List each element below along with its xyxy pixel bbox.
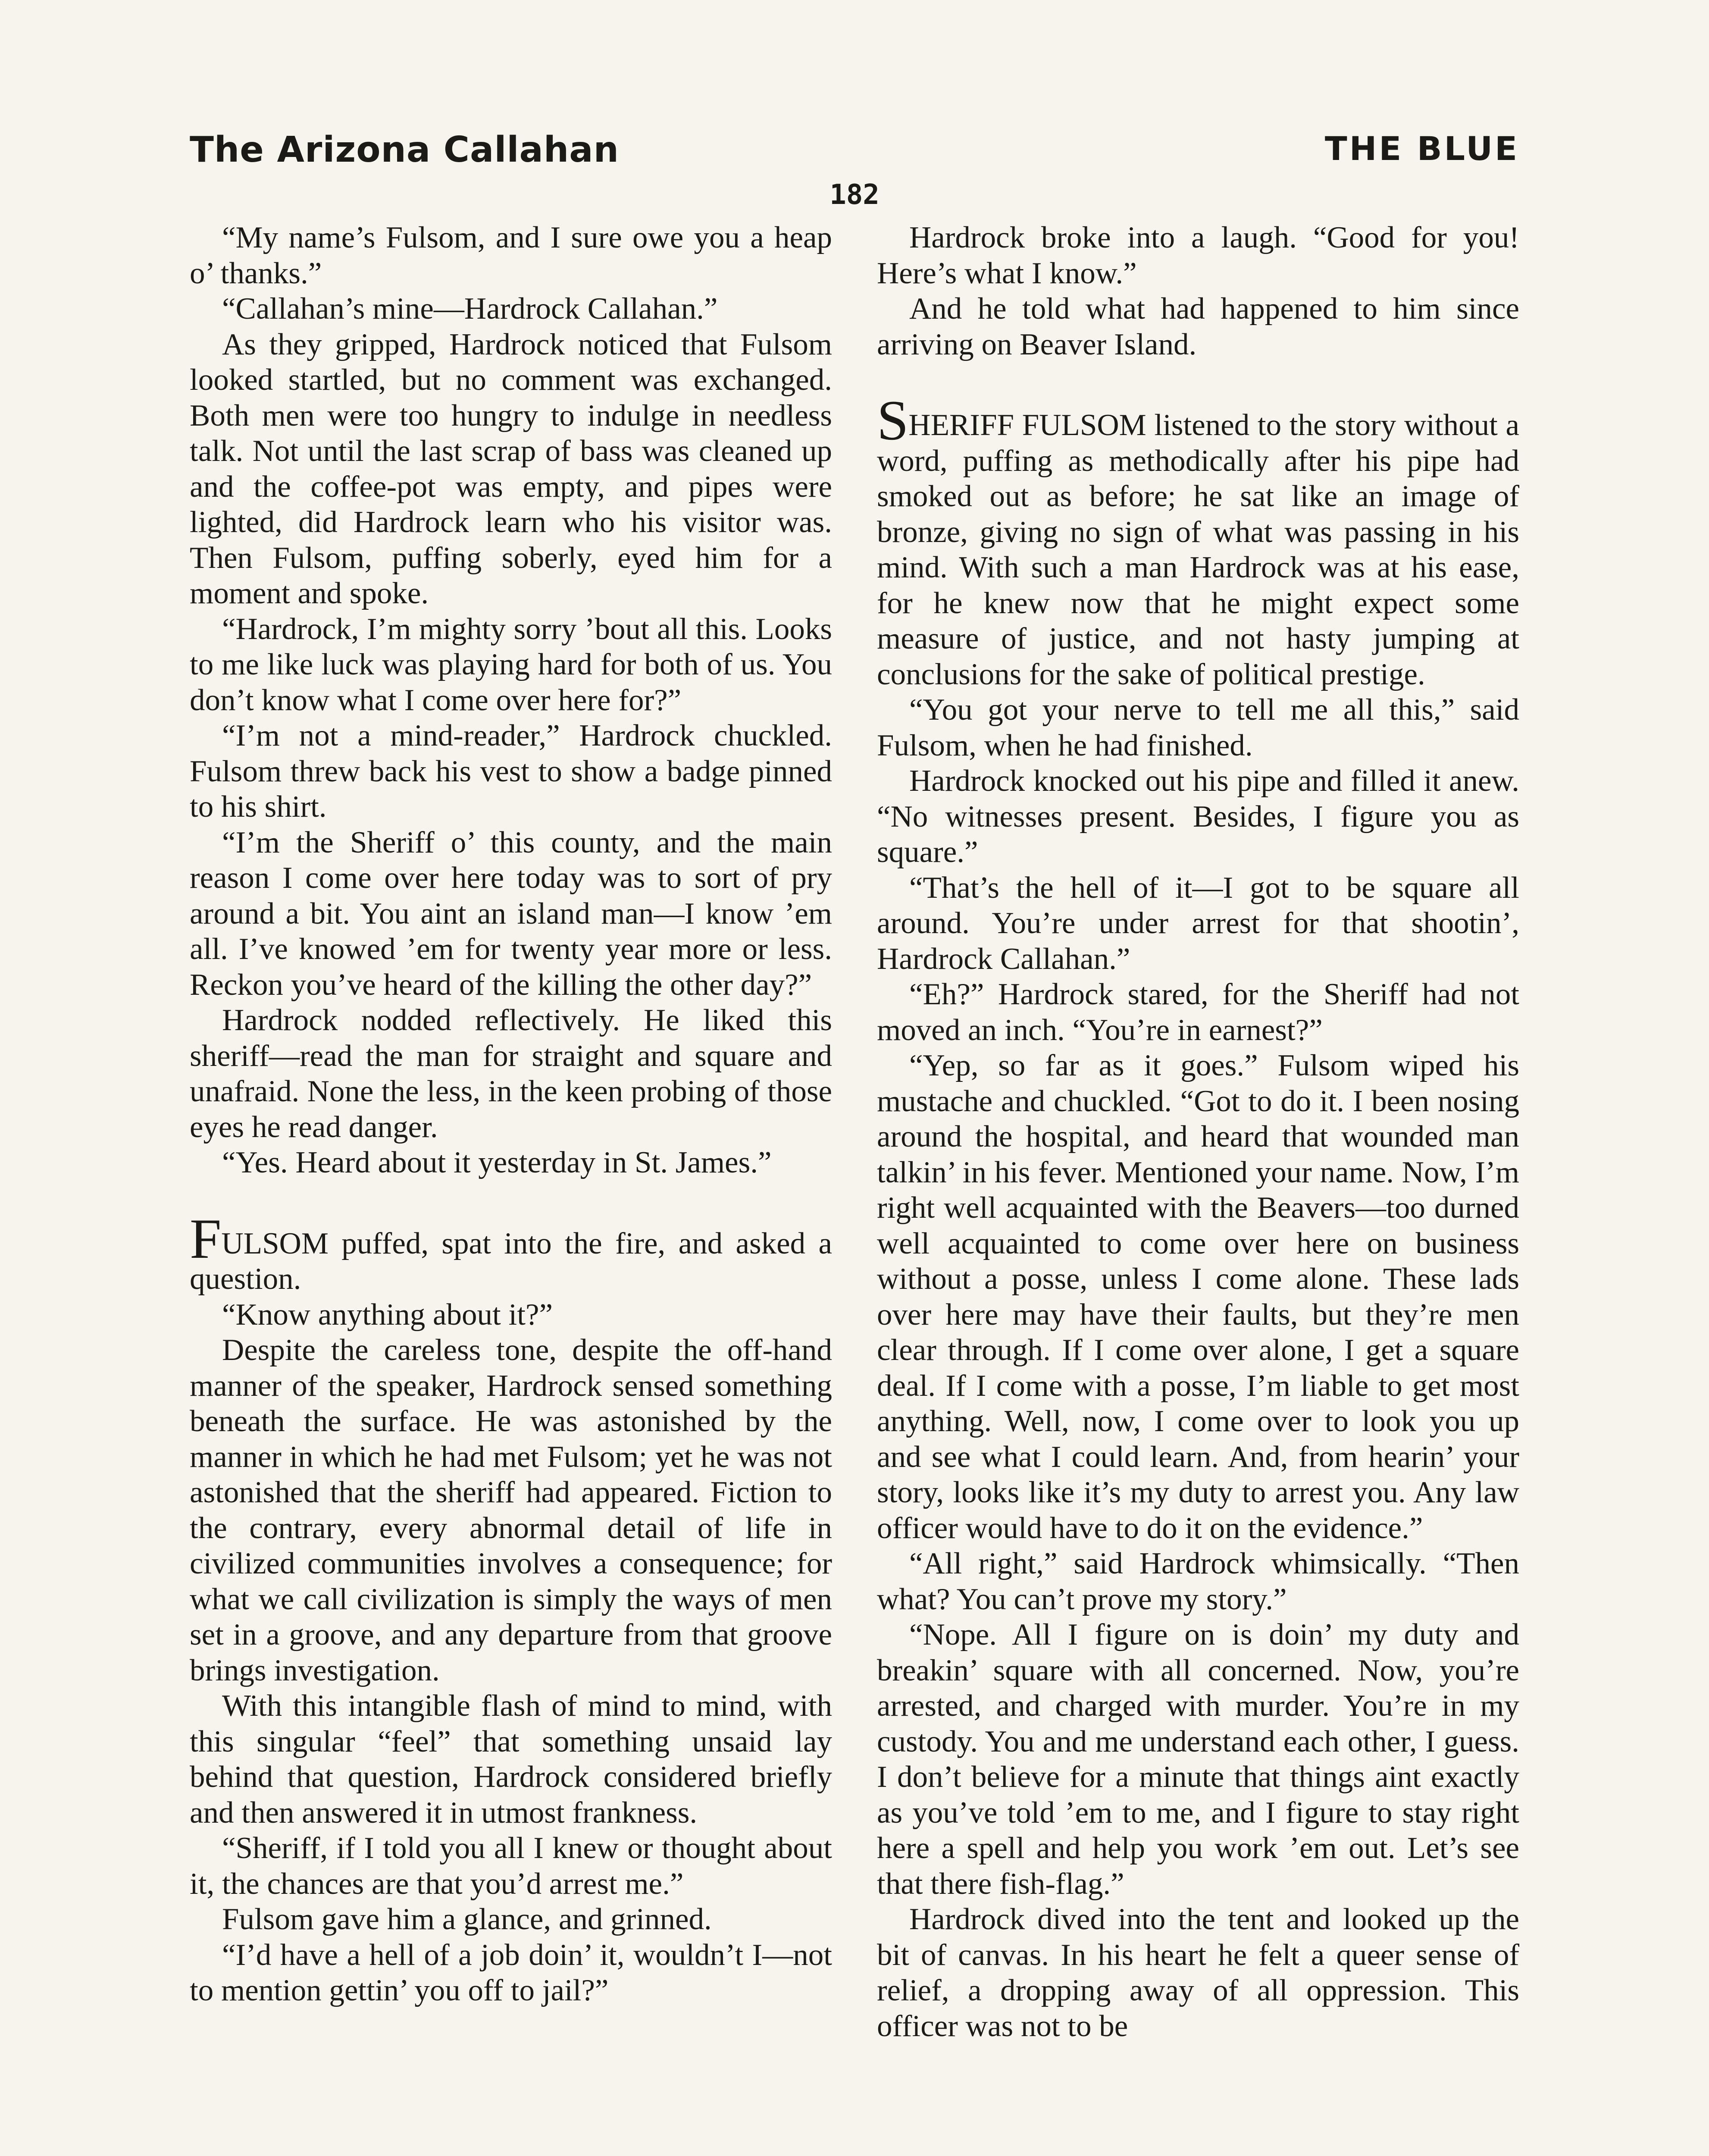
paragraph: [190, 1902, 832, 1937]
paragraph-text: Despite the careless tone, despite the off-hand manner of the speaker, Hardrock sensed something beneath the surface. He was astonished by the manner in which he had met Fulsom; yet he was not astonished that the sheriff had appeared. Fiction to the contrary, every abnormal detail of life in civilized communities involves a consequence; for what we call civilization is simply the ways of men set in a groove, and any departure from that groove brings investigation.: [190, 1333, 832, 1687]
paragraph-text: “Yes. Heard about it yesterday in St. James.”: [222, 1146, 772, 1179]
paragraph-text: Hardrock broke into a laugh. “Good for you! Here’s what I know.”: [877, 221, 1519, 290]
paragraph-text: With this intangible flash of mind to mind, with this singular “feel” that something unsaid lay behind that question, Hardrock considered briefly and then answered it in utmost frankness.: [190, 1689, 832, 1830]
paragraph: [877, 291, 1519, 362]
page-number: 182: [829, 179, 880, 211]
paragraph: [190, 1206, 832, 1297]
story-title: The Arizona Callahan: [190, 129, 619, 170]
paragraph-text: “Yep, so far as it goes.” Fulsom wiped his mustache and chuckled. “Got to do it. I been nosing around the hospital, and heard that wounded man talkin’ in his fever. Mentioned your name. Now, I’m right well acquainted with the Beavers—too durned well acquainted to come over here on business without a posse, unless I come alone. These lads over here may have their faults, but they’re men clear through. If I come over alone, I get a square deal. If I come with a posse, I’m liable to get most anything. Well, now, I come over to look you up and see what I could learn. And, from hearin’ your story, looks like it’s my duty to arrest you. Any law officer would have to do it on the evidence.”: [877, 1049, 1519, 1545]
magazine-name: THE BLUE: [1324, 129, 1519, 168]
paragraph-text: “I’m the Sheriff o’ this county, and the main reason I come over here today was to sort of pry around a bit. You aint an island man—I know ’em all. I’ve knowed ’em for twenty year more or less. Reckon you’ve heard of the killing the other day?”: [190, 825, 832, 1002]
paragraph-text: “Hardrock, I’m mighty sorry ’bout all this. Looks to me like luck was playing hard for both of us. You don’t know what I come over here for?”: [190, 612, 832, 717]
paragraph: [190, 1003, 832, 1145]
small-caps-lead: ULSOM: [221, 1226, 329, 1260]
paragraph: [877, 1617, 1519, 1902]
paragraph-text: “All right,” said Hardrock whimsically. “Then what? You can’t prove my story.”: [877, 1547, 1519, 1616]
paragraph-text: “Sheriff, if I told you all I knew or thought about it, the chances are that you’d arrest me.”: [190, 1831, 832, 1901]
paragraph: [190, 1332, 832, 1688]
paragraph-text: “Eh?” Hardrock stared, for the Sheriff had not moved an inch. “You’re in earnest?”: [877, 978, 1519, 1047]
paragraph-text: Fulsom gave him a glance, and grinned.: [222, 1902, 712, 1936]
paragraph-text: Hardrock dived into the tent and looked up the bit of canvas. In his heart he felt a queer sense of relief, a dropping away of all oppression. This officer was not to be: [877, 1902, 1519, 2043]
paragraph-text: “My name’s Fulsom, and I sure owe you a heap o’ thanks.”: [190, 221, 832, 290]
paragraph: [190, 220, 832, 291]
paragraph: [190, 327, 832, 611]
paragraph-text: Hardrock nodded reflectively. He liked this sheriff—read the man for straight and square and unafraid. None the less, in the keen probing of those eyes he read danger.: [190, 1003, 832, 1144]
paragraph-text: “Know anything about it?”: [222, 1297, 553, 1332]
paragraph-text: “Callahan’s mine—Hardrock Callahan.”: [222, 292, 718, 326]
paragraph: [877, 1048, 1519, 1546]
paragraph-text: “That’s the hell of it—I got to be square all around. You’re under arrest for that shootin’, Hardrock Callahan.”: [877, 871, 1519, 976]
paragraph: [190, 1688, 832, 1830]
paragraph: [877, 763, 1519, 870]
paragraph-text: listened to the story without a word, puffing as methodically after his pipe had smoked out as before; he sat like an image of bronze, giving no sign of what was passing in his mind. With such a man Hardrock was at his ease, for he knew now that he might expect some measure of justice, and not hasty jumping at conclusions for the sake of political prestige.: [877, 408, 1519, 691]
paragraph-text: As they gripped, Hardrock noticed that Fulsom looked startled, but no comment was exchanged. Both men were too hungry to indulge in needless talk. Not until the last scrap of bass was cleaned up and the coffee-pot was empty, and pipes were lighted, did Hardrock learn who his visitor was. Then Fulsom, puffing soberly, eyed him for a moment and spoke.: [190, 327, 832, 610]
paragraph: [190, 291, 832, 327]
paragraph: [877, 389, 1519, 692]
right-column: [877, 220, 1519, 2156]
paragraph: [190, 1297, 832, 1333]
paragraph: [877, 1902, 1519, 2044]
paragraph: [877, 977, 1519, 1048]
drop-cap: S: [877, 389, 909, 452]
paragraph-text: puffed, spat into the fire, and asked a question.: [190, 1226, 832, 1296]
paragraph: [190, 825, 832, 1003]
paragraph-text: “I’m not a mind-reader,” Hardrock chuckled. Fulsom threw back his vest to show a badge pinned to his shirt.: [190, 719, 832, 824]
paragraph-text: “You got your nerve to tell me all this,” said Fulsom, when he had finished.: [877, 693, 1519, 762]
text-columns: [190, 220, 1519, 2156]
paragraph: [190, 1937, 832, 2009]
drop-cap: F: [190, 1206, 222, 1270]
paragraph-text: “Nope. All I figure on is doin’ my duty and breakin’ square with all concerned. Now, you’re arrested, and charged with murder. You’re in my custody. You and me understand each other, I guess. I don’t believe for a minute that things aint exactly as you’ve told ’em to me, and I figure to stay right here a spell and help you work ’em out. Let’s see that there fish-flag.”: [877, 1618, 1519, 1901]
paragraph: [190, 1145, 832, 1181]
paragraph: [877, 692, 1519, 763]
paragraph-text: “I’d have a hell of a job doin’ it, wouldn’t I—not to mention gettin’ you off to jail?”: [190, 1938, 832, 2007]
paragraph-text: And he told what had happened to him since arriving on Beaver Island.: [877, 292, 1519, 361]
left-column: [190, 220, 832, 2156]
paragraph-text: Hardrock knocked out his pipe and filled it anew. “No witnesses present. Besides, I figure you as square.”: [877, 764, 1519, 869]
paragraph: [877, 1546, 1519, 1617]
paragraph: [190, 718, 832, 825]
paragraph: [877, 220, 1519, 291]
paragraph: [190, 1830, 832, 1902]
small-caps-lead: HERIFF FULSOM: [908, 408, 1146, 442]
paragraph: [190, 611, 832, 718]
paragraph: [877, 870, 1519, 977]
